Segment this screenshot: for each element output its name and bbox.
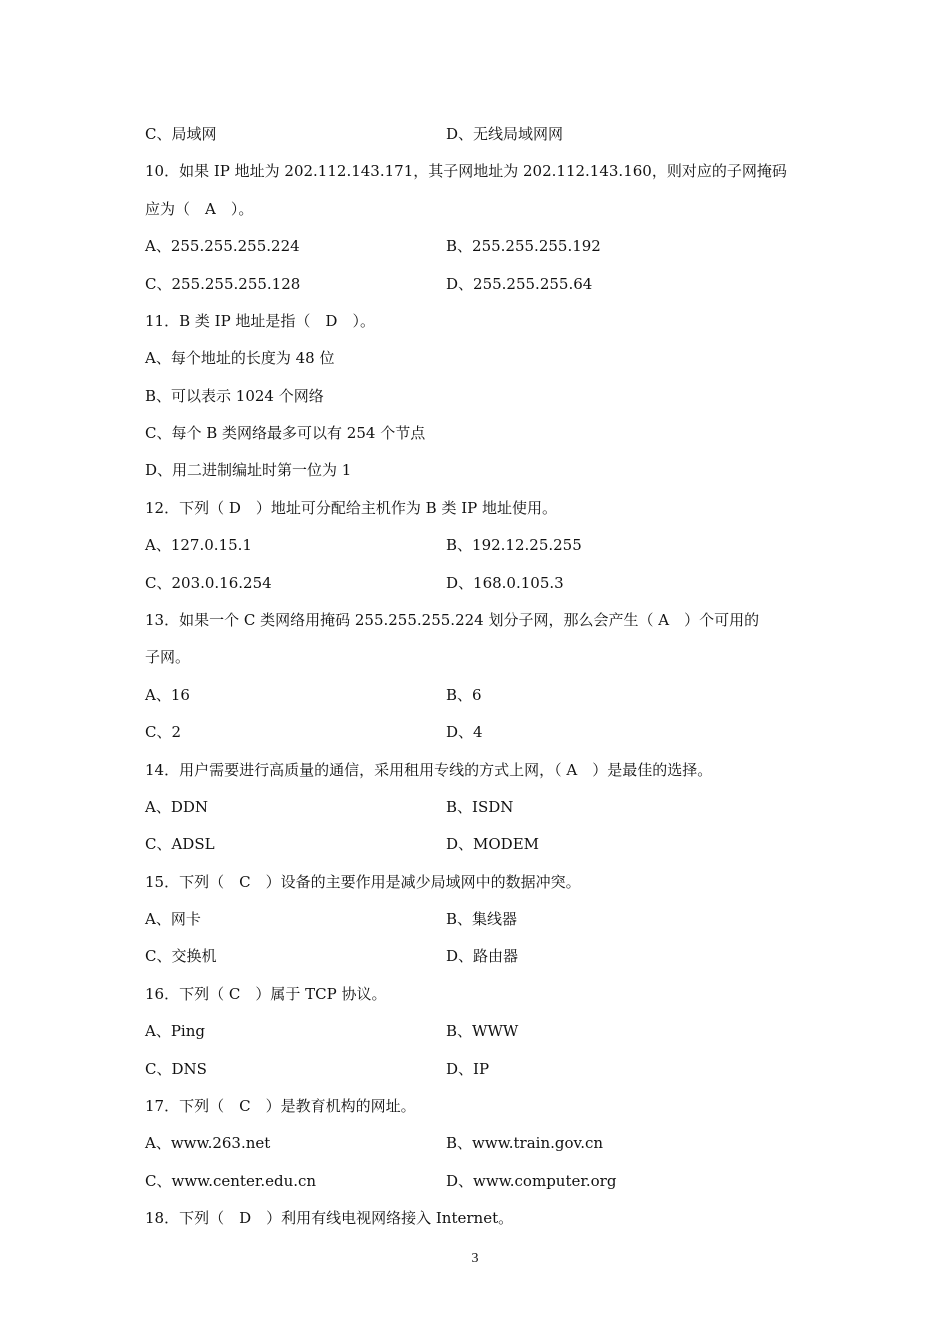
q10-text-line1: 10．如果 IP 地址为 202.112.143.171，其子网地址为 202.112.143.160，则对应的子网掩码	[145, 162, 787, 180]
q13-option-a: A、16	[145, 686, 190, 704]
q12-text: 12．下列（ D ）地址可分配给主机作为 B 类 IP 地址使用。	[145, 499, 557, 517]
q16-option-d: D、IP	[446, 1060, 490, 1078]
q13-text-line1: 13．如果一个 C 类网络用掩码 255.255.255.224 划分子网，那么会产生（ A ）个可用的	[145, 611, 760, 629]
q14-option-c: C、ADSL	[145, 835, 215, 853]
q10-option-b: B、255.255.255.192	[446, 237, 601, 255]
q11-option-c: C、每个 B 类网络最多可以有 254 个节点	[145, 424, 426, 442]
q12-option-b: B、192.12.25.255	[446, 536, 582, 554]
q13-text-line2: 子网。	[145, 648, 191, 666]
q11-text: 11．B 类 IP 地址是指（ D ）。	[145, 312, 375, 330]
q16-text: 16．下列（ C ）属于 TCP 协议。	[145, 985, 387, 1003]
q11-option-d: D、用二进制编址时第一位为 1	[145, 461, 352, 479]
q14-option-a: A、DDN	[145, 798, 209, 816]
q13-option-d: D、4	[446, 723, 483, 741]
q11-option-b: B、可以表示 1024 个网络	[145, 387, 324, 405]
q17-option-d: D、www.computer.org	[446, 1172, 617, 1190]
q15-option-d: D、路由器	[446, 947, 519, 965]
q9-option-d: D、无线局域网网	[446, 125, 564, 143]
q15-option-a: A、网卡	[145, 910, 201, 928]
q10-text-line2: 应为（ A ）。	[145, 200, 254, 218]
q12-option-a: A、127.0.15.1	[145, 536, 252, 554]
q16-option-c: C、DNS	[145, 1060, 207, 1078]
q13-option-b: B、6	[446, 686, 482, 704]
q10-option-d: D、255.255.255.64	[446, 275, 593, 293]
q17-text: 17．下列（ C ）是教育机构的网址。	[145, 1097, 416, 1115]
q9-option-c: C、局域网	[145, 125, 217, 143]
q16-option-b: B、WWW	[446, 1022, 519, 1040]
q18-text: 18．下列（ D ）利用有线电视网络接入 Internet。	[145, 1209, 514, 1227]
q11-option-a: A、每个地址的长度为 48 位	[145, 349, 335, 367]
q15-option-c: C、交换机	[145, 947, 217, 965]
q15-option-b: B、集线器	[446, 910, 518, 928]
q13-option-c: C、2	[145, 723, 182, 741]
q12-option-d: D、168.0.105.3	[446, 574, 564, 592]
q14-text: 14．用户需要进行高质量的通信，采用租用专线的方式上网，（ A ）是最佳的选择。	[145, 761, 713, 779]
q12-option-c: C、203.0.16.254	[145, 574, 272, 592]
q14-option-b: B、ISDN	[446, 798, 514, 816]
q15-text: 15．下列（ C ）设备的主要作用是减少局域网中的数据冲突。	[145, 873, 581, 891]
q17-option-a: A、www.263.net	[145, 1134, 271, 1152]
page-number: 3	[471, 1251, 479, 1266]
q16-option-a: A、Ping	[145, 1022, 205, 1040]
q10-option-c: C、255.255.255.128	[145, 275, 301, 293]
q14-option-d: D、MODEM	[446, 835, 540, 853]
q10-option-a: A、255.255.255.224	[145, 237, 300, 255]
q17-option-c: C、www.center.edu.cn	[145, 1172, 317, 1190]
q17-option-b: B、www.train.gov.cn	[446, 1134, 604, 1152]
